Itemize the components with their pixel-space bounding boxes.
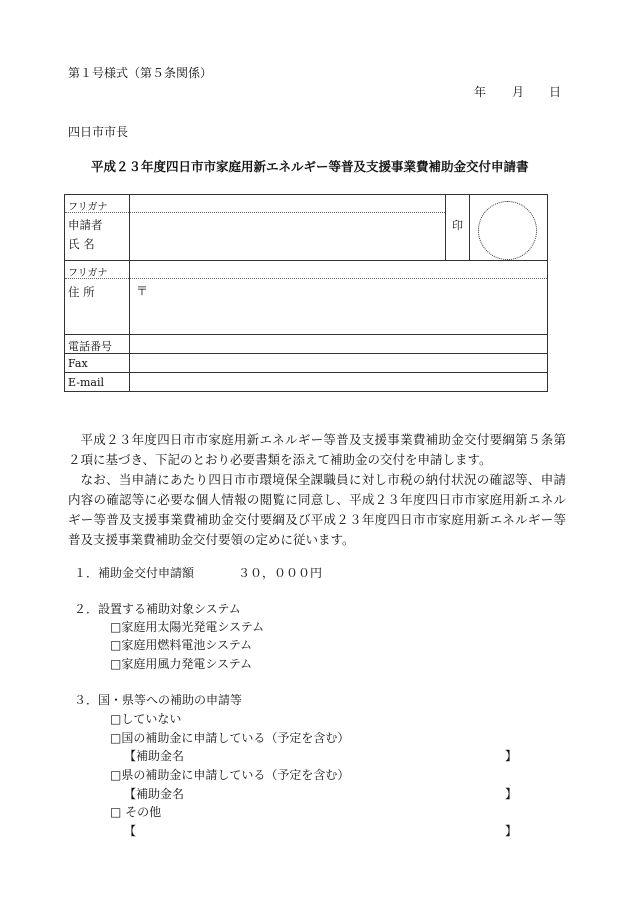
address-input[interactable] (154, 279, 547, 334)
paragraph-1: 平成２３年度四日市市家庭用新エネルギー等普及支援事業費補助金交付要綱第５条第２項に基づき、下記のとおり必要書類を添えて補助金の交付を申請します。 (68, 432, 566, 467)
national-subsidy-name: 【補助金名 (124, 749, 185, 763)
date-month: 月 (512, 85, 525, 99)
item2-label: ２．設置する補助対象システム (74, 602, 241, 616)
paragraph-2: なお、当申請にあたり四日市市環境保全課職員に対し市税の納付状況の確認等、申請内容の確認等に必要な個人情報の閲覧に同意し、平成２３年度四日市市家庭用新エネルギー等普及支援事業費補助金交付要綱及び平成２３年度四日市市家庭用新エネルギー等普及支援事業費補助金交付要領の定めに従います。 (68, 472, 566, 547)
address-label: 住 所 (68, 285, 95, 299)
applicant-name-input[interactable] (130, 213, 445, 260)
furigana-input-1[interactable] (130, 195, 445, 212)
national-subsidy-close: 】 (505, 749, 518, 763)
other-close-bracket: 】 (505, 824, 518, 838)
item3-label: ３．国・県等への補助の申請等 (74, 693, 243, 707)
prefecture-subsidy-name: 【補助金名 (124, 787, 185, 801)
body-text (68, 430, 566, 550)
option-solar[interactable]: □家庭用太陽光発電システム (110, 620, 265, 634)
option-fuel-cell[interactable]: □家庭用燃料電池システム (110, 638, 253, 652)
item1-label: １．補助金交付申請額 (74, 566, 195, 580)
other-open-bracket: 【 (124, 824, 137, 838)
email-input[interactable] (130, 373, 547, 391)
option-none[interactable]: □していない (110, 712, 182, 726)
postal-mark: 〒 (136, 284, 149, 298)
option-national[interactable]: □国の補助金に申請している（予定を含む） (110, 731, 350, 745)
furigana-label-1: フリガナ (68, 202, 108, 213)
option-other[interactable]: □ その他 (110, 805, 162, 819)
seal-label: 印 (452, 219, 463, 232)
name-label: 氏 名 (68, 237, 95, 251)
fax-label: Fax (68, 357, 88, 370)
phone-label: 電話番号 (68, 340, 112, 353)
fax-input[interactable] (130, 354, 547, 372)
phone-input[interactable] (130, 335, 547, 353)
date-year: 年 (474, 85, 487, 99)
item1-amount: ３０，０００円 (238, 566, 323, 580)
furigana-label-2: フリガナ (68, 268, 108, 279)
seal-stamp-area (478, 201, 537, 260)
email-label: E-mail (68, 376, 104, 389)
prefecture-subsidy-close: 】 (505, 787, 518, 801)
date-day: 日 (549, 85, 562, 99)
applicant-label: 申請者 (68, 218, 103, 232)
applicant-form (64, 194, 548, 392)
addressee: 四日市市長 (68, 125, 129, 139)
document-title: 平成２３年度四日市市家庭用新エネルギー等普及支援事業費補助金交付申請書 (91, 159, 529, 174)
form-number: 第１号様式（第５条関係） (68, 66, 213, 80)
option-prefecture[interactable]: □県の補助金に申請している（予定を含む） (110, 768, 350, 782)
furigana-input-2[interactable] (130, 261, 547, 278)
option-wind[interactable]: □家庭用風力発電システム (110, 657, 253, 671)
